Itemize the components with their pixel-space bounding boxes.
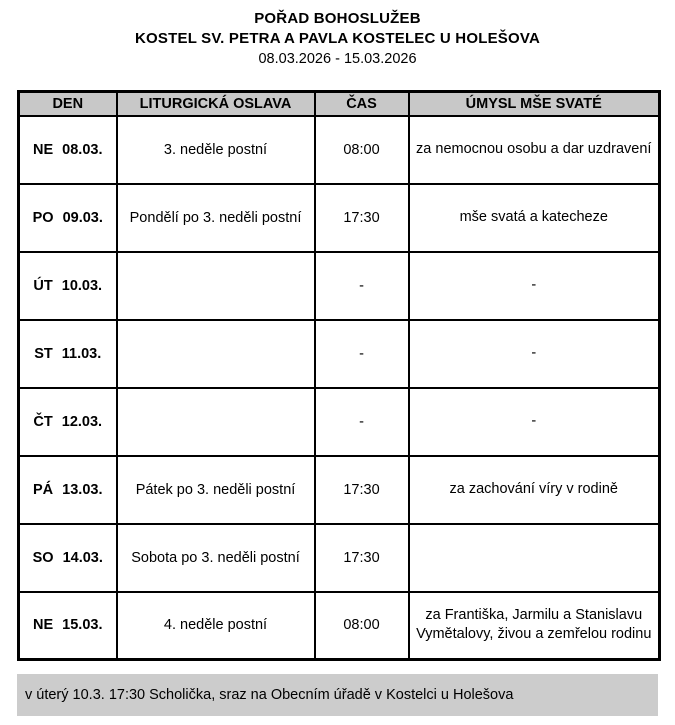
intention-cell: - bbox=[409, 252, 660, 320]
header-time: ČAS bbox=[315, 92, 409, 116]
intention-cell: - bbox=[409, 388, 660, 456]
document-title: POŘAD BOHOSLUŽEB bbox=[254, 10, 421, 27]
time-cell: - bbox=[315, 388, 409, 456]
table-header-row bbox=[19, 92, 660, 116]
header-celebration: LITURGICKÁ OSLAVA bbox=[117, 92, 315, 116]
schedule-table bbox=[17, 90, 661, 661]
celebration-cell bbox=[117, 388, 315, 456]
footer-note-text: v úterý 10.3. 17:30 Scholička, sraz na Obecním úřadě v Kostelci u Holešova bbox=[25, 687, 514, 703]
footer-note bbox=[17, 674, 658, 716]
day-abbr: PO bbox=[32, 209, 54, 226]
table-row bbox=[19, 524, 660, 592]
table-row bbox=[19, 116, 660, 184]
table-row bbox=[19, 320, 660, 388]
day-date: 11.03. bbox=[61, 345, 102, 362]
day-date: 12.03. bbox=[61, 413, 103, 430]
intention-cell bbox=[409, 524, 660, 592]
time-cell: - bbox=[315, 252, 409, 320]
time-cell: 17:30 bbox=[315, 524, 409, 592]
celebration-cell: Pátek po 3. neděli postní bbox=[117, 456, 315, 524]
celebration-cell: 4. neděle postní bbox=[117, 592, 315, 660]
day-cell bbox=[19, 320, 117, 388]
day-abbr: NE bbox=[33, 141, 54, 158]
day-date: 09.03. bbox=[62, 209, 103, 226]
intention-cell: za zachování víry v rodině bbox=[409, 456, 660, 524]
day-abbr: ST bbox=[34, 345, 53, 362]
day-cell bbox=[19, 184, 117, 252]
intention-cell: mše svatá a katecheze bbox=[409, 184, 660, 252]
celebration-cell: Pondělí po 3. neděli postní bbox=[117, 184, 315, 252]
day-abbr: SO bbox=[32, 549, 54, 566]
title-block bbox=[0, 0, 675, 70]
day-cell bbox=[19, 116, 117, 184]
table-row bbox=[19, 184, 660, 252]
day-abbr: NE bbox=[33, 617, 54, 634]
day-date: 13.03. bbox=[62, 481, 103, 498]
header-day: DEN bbox=[19, 92, 117, 116]
header-intention: ÚMYSL MŠE SVATÉ bbox=[409, 92, 660, 116]
day-abbr: ČT bbox=[33, 413, 53, 430]
day-date: 15.03. bbox=[62, 617, 103, 634]
table-row bbox=[19, 388, 660, 456]
celebration-cell: 3. neděle postní bbox=[117, 116, 315, 184]
table-row bbox=[19, 592, 660, 660]
celebration-cell: Sobota po 3. neděli postní bbox=[117, 524, 315, 592]
time-cell: 17:30 bbox=[315, 184, 409, 252]
intention-cell: za nemocnou osobu a dar uzdravení bbox=[409, 116, 660, 184]
intention-cell: - bbox=[409, 320, 660, 388]
day-cell bbox=[19, 592, 117, 660]
day-cell bbox=[19, 524, 117, 592]
table-row bbox=[19, 252, 660, 320]
time-cell: 08:00 bbox=[315, 592, 409, 660]
day-cell bbox=[19, 252, 117, 320]
day-date: 10.03. bbox=[61, 277, 103, 294]
day-date: 08.03. bbox=[62, 141, 103, 158]
celebration-cell bbox=[117, 252, 315, 320]
church-name: KOSTEL SV. PETRA A PAVLA KOSTELEC U HOLEŠOVA bbox=[135, 30, 540, 47]
table-row bbox=[19, 456, 660, 524]
day-abbr: ÚT bbox=[33, 277, 53, 294]
intention-cell: za Františka, Jarmilu a Stanislavu Vymětalovy, živou a zemřelou rodinu bbox=[409, 592, 660, 660]
day-cell bbox=[19, 388, 117, 456]
time-cell: - bbox=[315, 320, 409, 388]
date-range: 08.03.2026 - 15.03.2026 bbox=[258, 51, 417, 67]
celebration-cell bbox=[117, 320, 315, 388]
time-cell: 08:00 bbox=[315, 116, 409, 184]
day-date: 14.03. bbox=[62, 549, 103, 566]
time-cell: 17:30 bbox=[315, 456, 409, 524]
day-abbr: PÁ bbox=[33, 481, 54, 498]
day-cell bbox=[19, 456, 117, 524]
